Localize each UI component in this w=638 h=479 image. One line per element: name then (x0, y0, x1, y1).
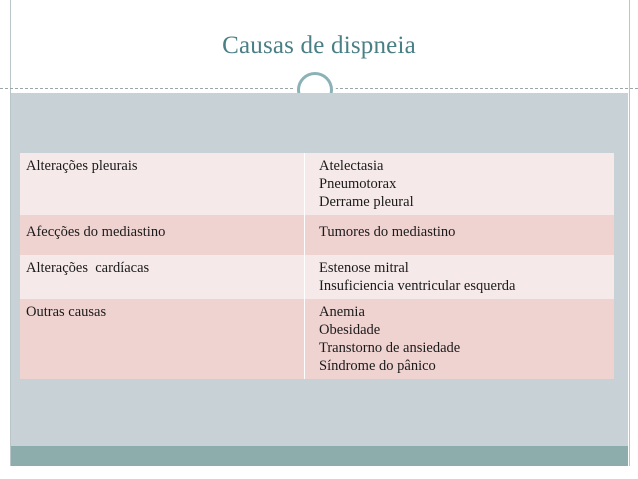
details-cell (305, 215, 615, 255)
details-cell (305, 255, 615, 299)
cause-label: Afecções do mediastino (26, 224, 166, 240)
cause-cell (20, 255, 305, 299)
detail-item: Síndrome do pânico (319, 358, 436, 374)
detail-item: Derrame pleural (319, 194, 414, 210)
causes-table (20, 153, 614, 379)
detail-item: Transtorno de ansiedade (319, 340, 461, 356)
detail-item: Anemia (319, 304, 365, 320)
detail-item: Insuficiencia ventricular esquerda (319, 278, 516, 294)
details-cell (305, 153, 615, 215)
cause-label: Outras causas (26, 304, 107, 320)
cause-label: Alterações cardíacas (26, 260, 150, 276)
detail-item: Tumores do mediastino (319, 224, 456, 240)
table-row (20, 255, 614, 299)
table-row (20, 215, 614, 255)
bottom-bar (11, 446, 628, 466)
table-row (20, 153, 614, 215)
detail-item: Obesidade (319, 322, 381, 338)
detail-item: Estenose mitral (319, 260, 409, 276)
cause-cell (20, 153, 305, 215)
cause-cell (20, 299, 305, 379)
detail-item: Atelectasia (319, 158, 384, 174)
slide-title: Causas de dispneia (222, 32, 416, 59)
detail-item: Pneumotorax (319, 176, 397, 192)
cause-label: Alterações pleurais (26, 158, 138, 174)
cause-cell (20, 215, 305, 255)
details-cell (305, 299, 615, 379)
table-row (20, 299, 614, 379)
